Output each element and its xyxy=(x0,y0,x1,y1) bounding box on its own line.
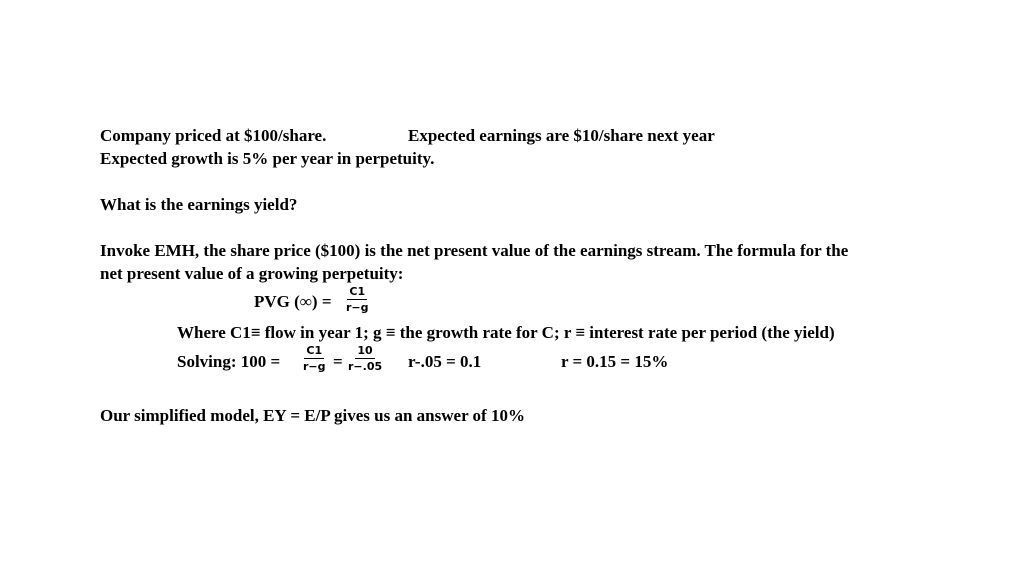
emh-line-1: Invoke EMH, the share price ($100) is the net present value of the earnings stream. The formula for the xyxy=(100,241,849,260)
solving-step-1: r-.05 = 0.1 xyxy=(408,352,482,371)
solving-fraction-2-denominator: r−.05 xyxy=(348,360,383,373)
problem-company-price: Company priced at $100/share. xyxy=(100,126,327,145)
solving-equals: = xyxy=(333,352,343,371)
solving-fraction-1 xyxy=(301,345,328,373)
solving-label: Solving: 100 = xyxy=(177,352,281,371)
problem-expected-earnings: Expected earnings are $10/share next year xyxy=(408,126,715,145)
question-text: What is the earnings yield? xyxy=(100,195,298,214)
solving-fraction-2 xyxy=(346,345,384,373)
pvg-label: PVG (∞) = xyxy=(254,292,332,311)
emh-line-2: net present value of a growing perpetuity: xyxy=(100,264,404,283)
pvg-fraction xyxy=(344,286,371,314)
solving-step-2: r = 0.15 = 15% xyxy=(561,352,669,371)
solving-fraction-1-denominator: r−g xyxy=(303,360,326,373)
conclusion-text: Our simplified model, EY = E/P gives us an answer of 10% xyxy=(100,406,525,425)
solving-fraction-2-numerator: 10 xyxy=(357,344,373,357)
where-definitions: Where C1≡ flow in year 1; g ≡ the growth rate for C; r ≡ interest rate per period (the yield) xyxy=(177,323,835,342)
pvg-numerator: C1 xyxy=(349,285,366,298)
solving-fraction-1-numerator: C1 xyxy=(306,344,323,357)
problem-expected-growth: Expected growth is 5% per year in perpetuity. xyxy=(100,149,435,168)
pvg-denominator: r−g xyxy=(346,301,369,314)
